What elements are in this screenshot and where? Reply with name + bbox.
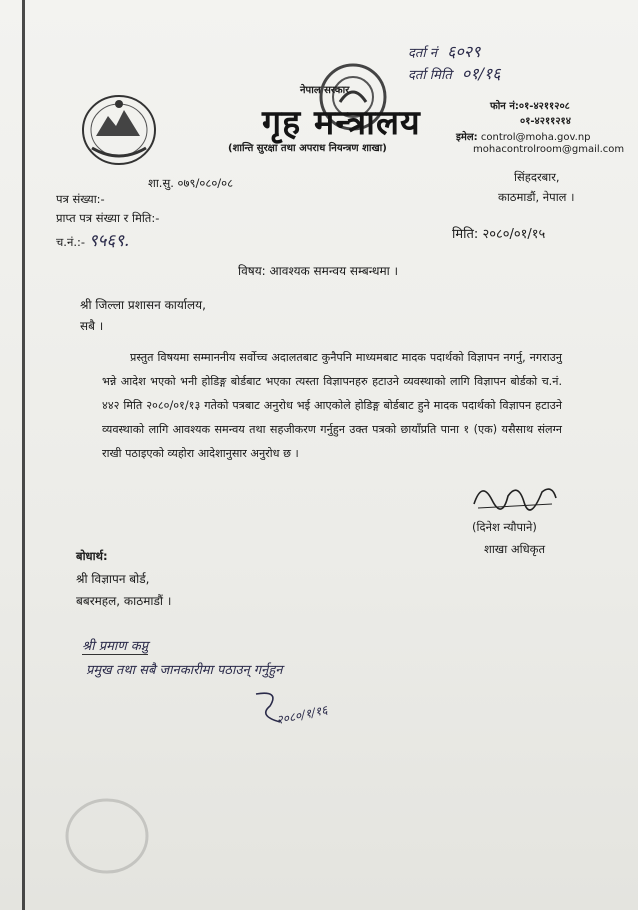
phone-label: फोन नं: — [490, 101, 519, 112]
recipient-line-2: सबै । — [80, 319, 104, 333]
ministry-name: गृह मन्त्रालय — [262, 103, 421, 143]
patra-sankhya: पत्र संख्या:- — [56, 192, 105, 206]
email-1 — [456, 129, 591, 143]
darta-number-label: दर्ता नं — [408, 46, 438, 61]
darta-number-value: ६०२९ — [447, 42, 481, 61]
scan-left-edge — [22, 0, 25, 910]
fiscal-reference: शा.सु. ०७९/०८०/०८ — [148, 176, 234, 190]
handwritten-date: २०८०/१/१६ — [275, 702, 329, 728]
address-line-2: काठमाडौं, नेपाल । — [498, 190, 575, 204]
darta-date-label: दर्ता मिति — [408, 68, 452, 83]
phone-1 — [490, 98, 570, 112]
chalani-value: ९५६९. — [88, 231, 130, 251]
nepal-emblem-icon — [78, 90, 160, 168]
signature-icon — [468, 474, 560, 516]
bodharth-line-1: श्री विज्ञापन बोर्ड, — [76, 572, 150, 586]
signer-name: (दिनेश न्यौपाने) — [472, 520, 537, 534]
subject-line: विषय: आवश्यक समन्वय सम्बन्धमा । — [238, 264, 399, 278]
address-line-1: सिंहदरबार, — [514, 170, 560, 184]
darta-date-value: ०१/१६ — [461, 64, 501, 83]
handwritten-note-1: श्री प्रमाण कप्नु — [82, 636, 148, 655]
email-label: इमेल: — [456, 132, 478, 143]
chalani-label: च.नं.:- — [56, 235, 86, 249]
email-2: mohacontrolroom@gmail.com — [473, 144, 625, 155]
letter-body: प्रस्तुत विषयमा सम्माननीय सर्वोच्च अदालतबाट कुनैपनि माध्यमबाट मादक पदार्थको विज्ञापन नगर्नु, नगराउनु भन्ने आदेश भएको भनी होडिङ्ग बोर्डबाट भएका त्यस्ता विज्ञापनहरु हटाउने व्यवस्थाको लागि विज्ञापन बोर्डको च.नं. ४४२ मिति २०८०/०१/१३ गतेको पत्रबाट अनुरोध भई आएकोले होडिङ्ग बोर्डबाट हुने मादक पदार्थको विज्ञापन हटाउने व्यवस्थाको लागि आवश्यक समन्वय तथा सहजीकरण गर्नुहुन उक्त पत्रको छायाँप्रति पाना १ (एक) यसैसाथ संलग्न राखी पठाइएको व्यहोरा आदेशानुसार अनुरोध छ । — [102, 351, 562, 460]
bleedthrough-seal-icon — [62, 796, 152, 876]
letter-date-label: मिति: — [452, 227, 479, 242]
recipient-line-1: श्री जिल्ला प्रशासन कार्यालय, — [80, 298, 206, 312]
signer-title: शाखा अधिकृत — [484, 542, 546, 556]
chalani-number — [56, 228, 129, 251]
prapta-patra: प्राप्त पत्र संख्या र मिति:- — [56, 211, 160, 225]
darta-number — [408, 40, 480, 62]
darta-date — [408, 62, 501, 84]
phone-2: ०१-४२११२१४ — [520, 116, 571, 127]
header-top: नेपाल सरकार — [300, 85, 350, 96]
bodharth-line-2: बबरमहल, काठमाडौं । — [76, 594, 172, 608]
letter-date-value: २०८०/०१/१५ — [482, 227, 546, 242]
email-1-value: control@moha.gov.np — [480, 132, 591, 143]
ministry-tagline: (शान्ति सुरक्षा तथा अपराध नियन्त्रण शाखा) — [228, 143, 387, 154]
bodharth-label: बोधार्थ: — [76, 549, 108, 563]
handwritten-note-2: प्रमुख तथा सबै जानकारीमा पठाउन् गर्नुहुन — [86, 663, 283, 678]
letter-date — [452, 224, 545, 242]
phone-1-value: ०१-४२११२०८ — [518, 101, 570, 112]
